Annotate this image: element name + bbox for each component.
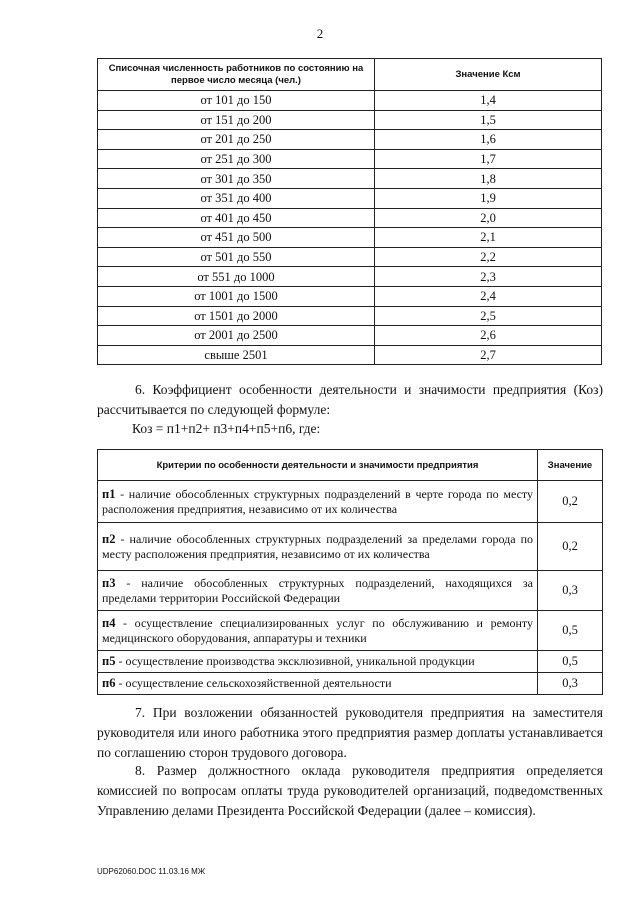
table-row: [98, 611, 603, 651]
criteria-value-cell: 0,2: [538, 481, 603, 523]
table-header-row: [98, 59, 602, 91]
page-number: 2: [316, 26, 324, 41]
table-row: [98, 110, 602, 130]
table-row: [98, 228, 602, 248]
criteria-code: п6: [102, 676, 116, 690]
criteria-text: - осуществление специализированных услуг по обслуживанию и ремонту медицинского оборудования, аппаратуры и техники: [102, 615, 533, 645]
headcount-table-body: [98, 91, 602, 365]
criteria-cell: [98, 571, 538, 611]
ksm-value-cell: 1,6: [375, 130, 602, 150]
header-headcount: Списочная численность работников по состоянию на первое число месяца (чел.): [98, 59, 375, 91]
table-row: [98, 651, 603, 673]
table-row: [98, 326, 602, 346]
headcount-range-cell: от 401 до 450: [98, 208, 375, 228]
criteria-code: п4: [102, 615, 116, 630]
headcount-range-cell: от 201 до 250: [98, 130, 375, 150]
table-row: [98, 286, 602, 306]
table-row: [98, 208, 602, 228]
table-row: [98, 267, 602, 287]
criteria-code: п5: [102, 654, 116, 668]
table-row: [98, 149, 602, 169]
document-footer: UDP62060.DOC 11.03.16 МЖ: [97, 867, 206, 876]
table-row: [98, 481, 603, 523]
table-row: [98, 523, 603, 571]
criteria-cell: [98, 611, 538, 651]
ksm-value-cell: 2,4: [375, 286, 602, 306]
table-header-row: [98, 450, 603, 481]
headcount-range-cell: от 1501 до 2000: [98, 306, 375, 326]
criteria-value-cell: 0,5: [538, 611, 603, 651]
ksm-value-cell: 2,1: [375, 228, 602, 248]
ksm-value-cell: 1,8: [375, 169, 602, 189]
criteria-code: п2: [102, 531, 116, 546]
criteria-cell: [98, 651, 538, 673]
paragraph-7: 7. При возложении обязанностей руководителя предприятия на заместителя руководителя или иного работника этого предприятия размер доплаты устанавливается по соглашению сторон трудового договора.: [97, 705, 603, 760]
criteria-text: - наличие обособленных структурных подразделений, находящихся за пределами территории Российской Федерации: [102, 575, 533, 605]
headcount-range-cell: от 1001 до 1500: [98, 286, 375, 306]
criteria-cell: [98, 523, 538, 571]
ksm-value-cell: 2,5: [375, 306, 602, 326]
table-row: [98, 673, 603, 695]
table-row: [98, 188, 602, 208]
headcount-range-cell: свыше 2501: [98, 345, 375, 365]
criteria-code: п1: [102, 486, 116, 501]
ksm-value-cell: 1,5: [375, 110, 602, 130]
criteria-value-cell: 0,3: [538, 571, 603, 611]
headcount-coefficient-table: [97, 58, 602, 365]
headcount-range-cell: от 2001 до 2500: [98, 326, 375, 346]
criteria-text: - осуществление сельскохозяйственной деятельности: [115, 676, 392, 690]
criteria-cell: [98, 673, 538, 695]
table-row: [98, 306, 602, 326]
criteria-code: п3: [102, 575, 116, 590]
koz-formula: Коз = п1+п2+ п3+п4+п5+п6, где:: [132, 421, 321, 436]
headcount-range-cell: от 251 до 300: [98, 149, 375, 169]
criteria-value-cell: 0,3: [538, 673, 603, 695]
table-row: [98, 345, 602, 365]
headcount-range-cell: от 301 до 350: [98, 169, 375, 189]
ksm-value-cell: 1,9: [375, 188, 602, 208]
headcount-range-cell: от 101 до 150: [98, 91, 375, 111]
headcount-range-cell: от 451 до 500: [98, 228, 375, 248]
criteria-value-cell: 0,5: [538, 651, 603, 673]
ksm-value-cell: 1,7: [375, 149, 602, 169]
table-row: [98, 247, 602, 267]
ksm-value-cell: 2,2: [375, 247, 602, 267]
criteria-cell: [98, 481, 538, 523]
table-row: [98, 91, 602, 111]
headcount-range-cell: от 501 до 550: [98, 247, 375, 267]
criteria-value-cell: 0,2: [538, 523, 603, 571]
headcount-range-cell: от 151 до 200: [98, 110, 375, 130]
ksm-value-cell: 2,7: [375, 345, 602, 365]
paragraph-6: 6. Коэффициент особенности деятельности и значимости предприятия (Коз) рассчитывается по следующей формуле:: [97, 382, 603, 417]
header-criteria: Критерии по особенности деятельности и значимости предприятия: [98, 450, 538, 481]
table-row: [98, 571, 603, 611]
paragraph-8: 8. Размер должностного оклада руководителя предприятия определяется комиссией по вопросам оплаты труда руководителей организаций, подведомственных Управлению делами Президента Российской Федерации (далее – комиссия).: [97, 763, 603, 818]
criteria-text: - осуществление производства эксклюзивной, уникальной продукции: [115, 654, 475, 668]
ksm-value-cell: 1,4: [375, 91, 602, 111]
header-ksm-value: Значение Ксм: [375, 59, 602, 91]
ksm-value-cell: 2,6: [375, 326, 602, 346]
ksm-value-cell: 2,3: [375, 267, 602, 287]
table-row: [98, 130, 602, 150]
criteria-text: - наличие обособленных структурных подразделений за пределами города по месту расположения предприятия, независимо от их количества: [102, 531, 533, 561]
ksm-value-cell: 2,0: [375, 208, 602, 228]
table-row: [98, 169, 602, 189]
criteria-table: [97, 449, 603, 695]
headcount-range-cell: от 351 до 400: [98, 188, 375, 208]
headcount-range-cell: от 551 до 1000: [98, 267, 375, 287]
header-value: Значение: [538, 450, 603, 481]
criteria-table-body: [98, 481, 603, 695]
criteria-text: - наличие обособленных структурных подразделений в черте города по месту расположения предприятия, независимо от их количества: [102, 486, 533, 516]
